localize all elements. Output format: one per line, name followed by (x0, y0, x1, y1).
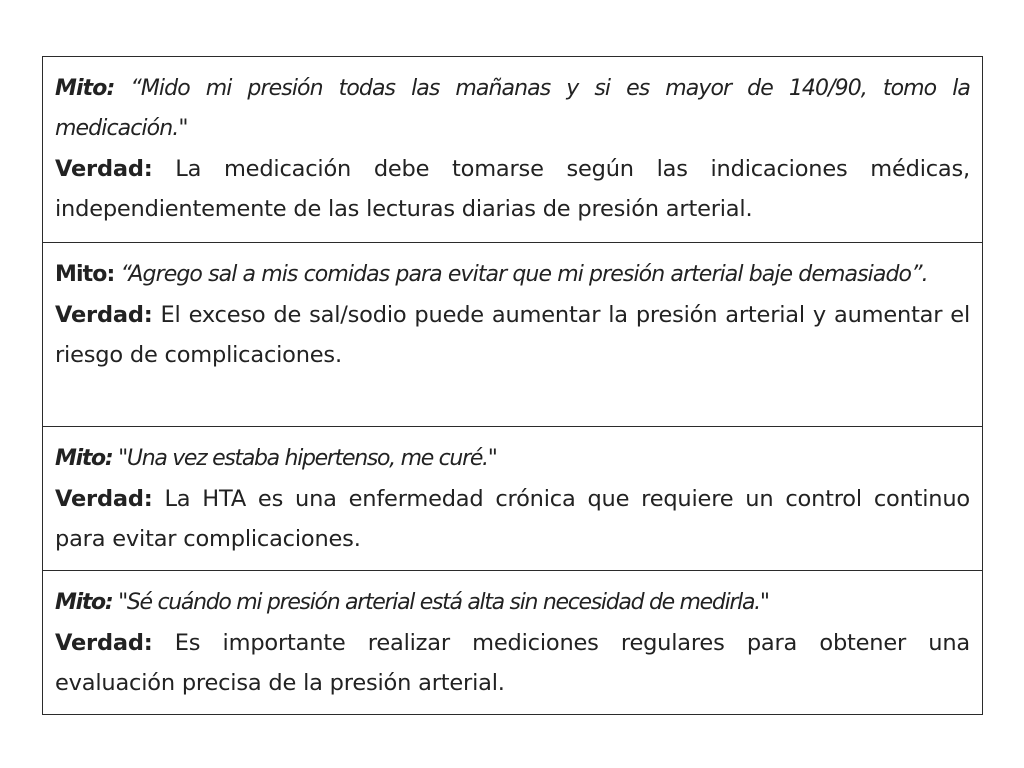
myth-truth-row (43, 426, 982, 570)
myth-text: "Una vez estaba hipertenso, me curé." (118, 446, 497, 471)
truth-text: La HTA es una enfermedad crónica que requiere un control continuo para evitar complicaciones. (55, 486, 970, 552)
truth-text: La medicación debe tomarse según las indicaciones médicas, independientemente de las lecturas diarias de presión arterial. (55, 156, 970, 222)
myth-text: "Sé cuándo mi presión arterial está alta sin necesidad de medirla." (118, 590, 769, 615)
myth-text: “Agrego sal a mis comidas para evitar que mi presión arterial baje demasiado”. (120, 262, 928, 287)
truth-text: El exceso de sal/sodio puede aumentar la presión arterial y aumentar el riesgo de complicaciones. (55, 302, 970, 368)
truth-paragraph (55, 295, 970, 375)
myth-text: “Mido mi presión todas las mañanas y si es mayor de 140/90, tomo la medicación." (55, 76, 971, 141)
myths-table (42, 56, 983, 715)
myth-truth-row (43, 570, 982, 714)
truth-label: Verdad: (55, 302, 153, 328)
truth-label: Verdad: (55, 156, 153, 182)
myth-paragraph (55, 255, 970, 295)
myth-paragraph (55, 439, 970, 479)
truth-text: Es importante realizar mediciones regulares para obtener una evaluación precisa de la presión arterial. (55, 630, 970, 696)
truth-paragraph (55, 479, 970, 559)
truth-paragraph (55, 149, 970, 229)
myth-paragraph (55, 69, 970, 149)
myth-label: Mito: (55, 590, 113, 615)
myth-truth-row (43, 242, 982, 426)
truth-label: Verdad: (55, 486, 153, 512)
truth-paragraph (55, 623, 970, 703)
myth-label: Mito: (55, 262, 115, 287)
myth-paragraph (55, 583, 970, 623)
truth-label: Verdad: (55, 630, 153, 656)
myth-label: Mito: (55, 76, 115, 101)
myth-label: Mito: (55, 446, 113, 471)
myth-truth-row (43, 57, 982, 242)
